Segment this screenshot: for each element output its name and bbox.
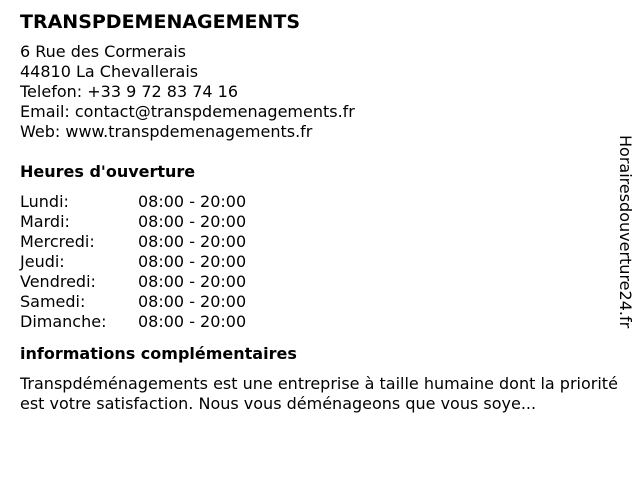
watermark-text: Horairesdouverture24.fr <box>616 135 635 329</box>
day-label: Dimanche: <box>20 312 107 331</box>
day-label: Lundi: <box>20 192 69 211</box>
time-range: 08:00 - 20:00 <box>138 212 247 231</box>
hours-row-friday <box>20 272 246 292</box>
day-label: Mercredi: <box>20 232 95 251</box>
phone-line: Telefon: +33 9 72 83 74 16 <box>20 82 239 101</box>
city-address: 44810 La Chevallerais <box>20 62 199 81</box>
time-range: 08:00 - 20:00 <box>138 292 247 311</box>
hours-row-monday <box>20 192 246 212</box>
business-name: TRANSPDEMENAGEMENTS <box>20 11 301 33</box>
hours-row-wednesday <box>20 232 246 252</box>
day-label: Jeudi: <box>20 252 65 271</box>
site-watermark <box>616 0 640 480</box>
hours-row-tuesday <box>20 212 246 232</box>
street-address: 6 Rue des Cormerais <box>20 42 187 61</box>
opening-hours-title: Heures d'ouverture <box>20 162 196 181</box>
time-range: 08:00 - 20:00 <box>138 232 247 251</box>
email-line: Email: contact@transpdemenagements.fr <box>20 102 355 121</box>
business-description: Transpdéménagements est une entreprise à taille humaine dont la priorité est votre satisfaction. Nous vous déménageons que vous soye... <box>20 374 618 413</box>
day-label: Samedi: <box>20 292 86 311</box>
time-range: 08:00 - 20:00 <box>138 252 247 271</box>
time-range: 08:00 - 20:00 <box>138 312 247 331</box>
hours-row-sunday <box>20 312 246 332</box>
time-range: 08:00 - 20:00 <box>138 272 247 291</box>
time-range: 08:00 - 20:00 <box>138 192 247 211</box>
opening-hours-table <box>20 192 246 332</box>
day-label: Mardi: <box>20 212 70 231</box>
contact-block <box>20 42 620 142</box>
business-card <box>20 10 620 414</box>
hours-row-thursday <box>20 252 246 272</box>
day-label: Vendredi: <box>20 272 96 291</box>
additional-info-title: informations complémentaires <box>20 344 297 363</box>
web-line: Web: www.transpdemenagements.fr <box>20 122 313 141</box>
hours-row-saturday <box>20 292 246 312</box>
